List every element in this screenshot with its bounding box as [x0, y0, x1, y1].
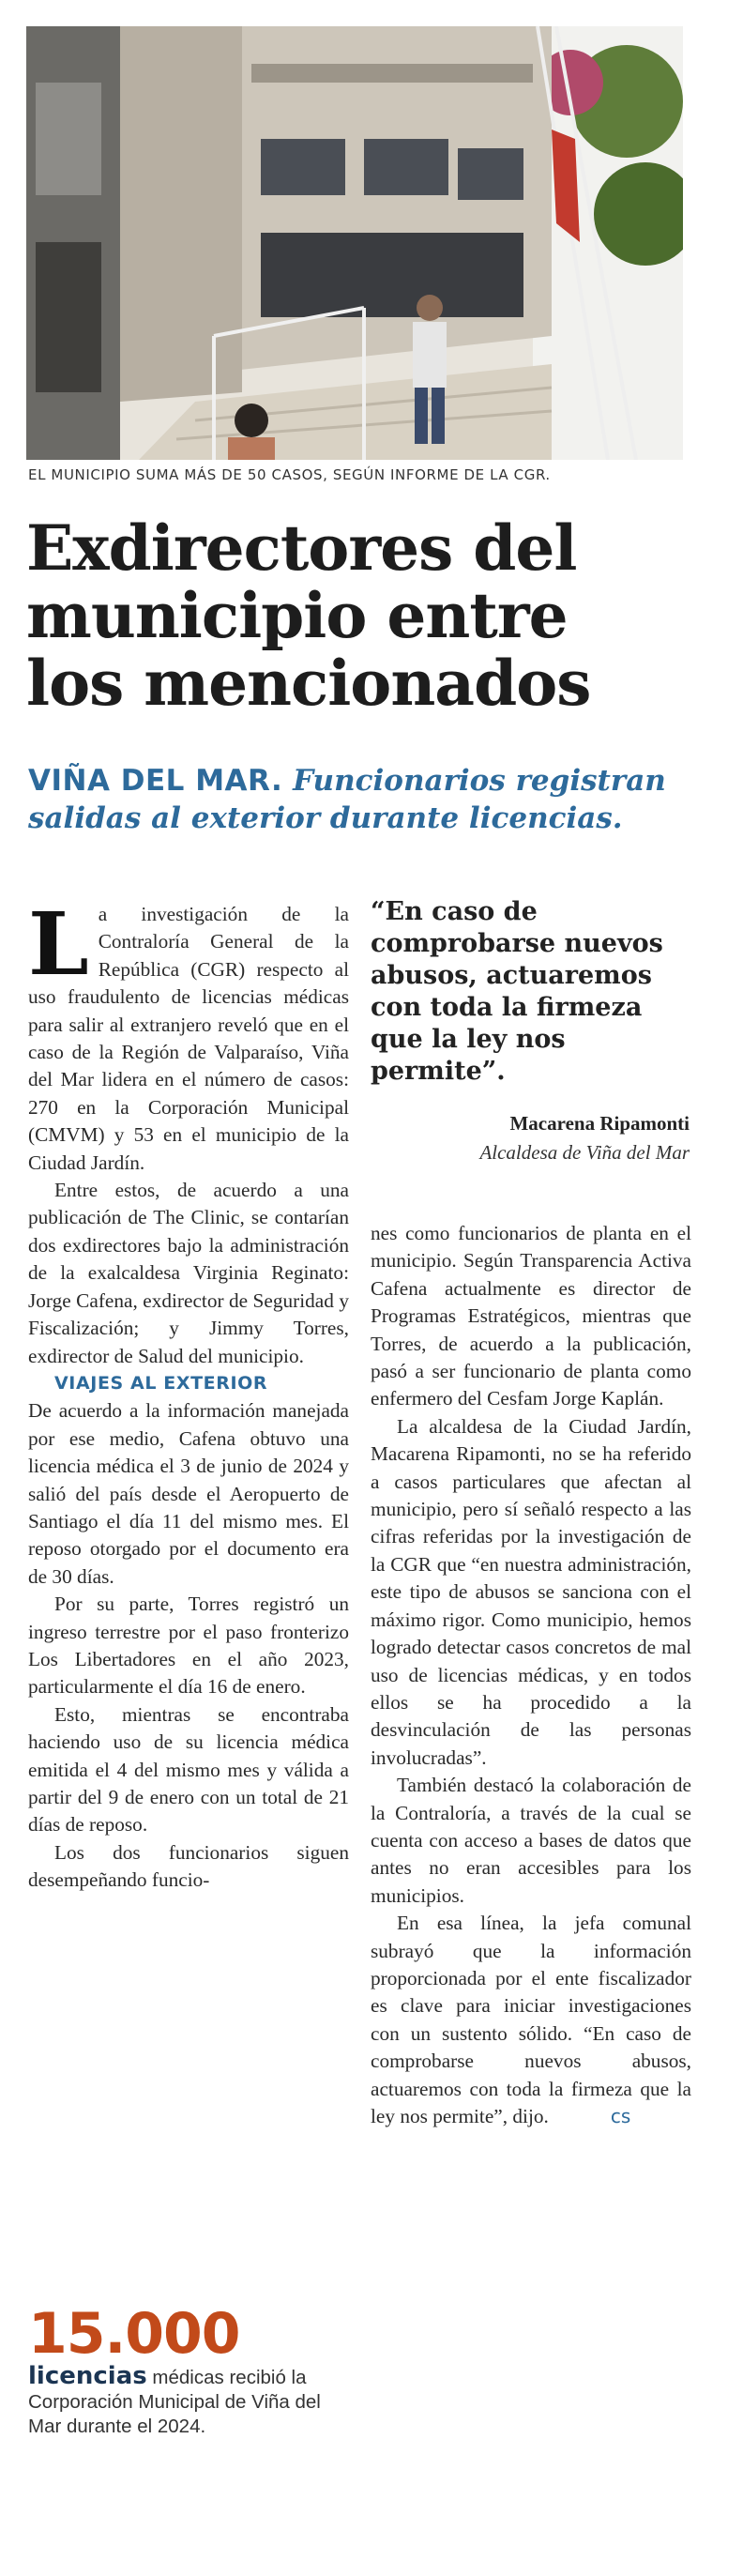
- article-column-2: [371, 1220, 691, 2130]
- article-headline: [26, 511, 702, 720]
- paragraph-5: Esto, mientras se encontraba haciendo uso de su licencia médica emitida el 4 del mismo mes y válida a partir del 9 de enero con un total de 21 días de reposo.: [28, 1702, 349, 1837]
- paragraph-1: [28, 893, 349, 1177]
- paragraph-9: También destacó la colaboración de la Contraloría, a través de la cual se cuenta con acceso a bases de datos que antes no eran accesibles para los municipios.: [371, 1774, 691, 1907]
- stat-description: [28, 2364, 349, 2439]
- pull-quote: [371, 896, 690, 1165]
- paragraph-3: De acuerdo a la información manejada por ese medio, Cafena obtuvo una licencia médica el 3 de junio de 2024 y salió del país desde el Aeropuerto de Santiago el día 11 del mismo mes. El reposo otorgado por el documento era de 30 días.: [28, 1399, 349, 1588]
- drop-cap: L: [28, 893, 89, 995]
- pull-quote-role: Alcaldesa de Viña del Mar: [479, 1141, 690, 1164]
- end-mark-icon: cs: [610, 2105, 631, 2127]
- headline-line-1: Exdirectores del: [26, 511, 577, 585]
- paragraph-1-text: a investigación de la Contraloría General de la República (CGR) respecto al uso fraudulento de licencias médicas para salir al extranjero reveló que en el caso de la Región de Valparaíso, Viña del Mar lidera en el número de casos: 270 en la Corporación Municipal (CMVM) y 53 en el municipio de la Ciudad Jardín.: [28, 903, 349, 1174]
- paragraph-6: Los dos funcionarios siguen desempeñando funcio-: [28, 1840, 349, 1892]
- stat-text: médicas recibió la Corporación Municipal de Viña del Mar durante el 2024.: [28, 2367, 321, 2437]
- article-column-1: [28, 893, 349, 1895]
- pull-quote-author: Macarena Ripamonti: [509, 1112, 690, 1135]
- stat-box: [28, 2301, 349, 2439]
- stat-label: licencias: [28, 2362, 147, 2390]
- paragraph-7: nes como funcionarios de planta en el municipio. Según Transparencia Activa Cafena actualmente es director de Programas Estratégicos, mientras que Torres, de acuerdo a la publicación, pasó a ser funcionario de planta como enfermero del Cesfam Jorge Kaplán.: [371, 1222, 691, 1410]
- paragraph-2: Entre estos, de acuerdo a una publicación de The Clinic, se contarían dos exdirectores bajo la administración de la exalcaldesa Virginia Reginato: Jorge Cafena, exdirector de Seguridad y Fiscalización; y Jimmy Torres, exdirector de Salud del municipio.: [28, 1179, 349, 1367]
- article-photo: [26, 26, 683, 460]
- subhead-text-1: Funcionarios registran: [282, 764, 666, 798]
- dateline: VIÑA DEL MAR.: [28, 764, 283, 798]
- paragraph-8: La alcaldesa de la Ciudad Jardín, Macarena Ripamonti, no se ha referido a casos particulares que afectan al municipio, pero sí señaló respecto a las cifras referidas por la investigación de la CGR que “en nuestra administración, este tipo de abusos se sanciona con el máximo rigor. Como municipio, hemos logrado detectar casos concretos de mal uso de licencias médicas, y en todos ellos se ha procedido a la desvinculación de las personas involucradas”.: [371, 1414, 691, 1769]
- paragraph-4: Por su parte, Torres registró un ingreso terrestre por el paso fronterizo Los Libertadores en el año 2023, particularmente el día 16 de enero.: [28, 1593, 349, 1699]
- headline-line-3: los mencionados: [26, 647, 591, 720]
- stat-number: 15.000: [28, 2301, 240, 2367]
- paragraph-10: [371, 1910, 691, 2130]
- headline-line-2: municipio entre: [26, 579, 568, 652]
- paragraph-10-text: En esa línea, la jefa comunal subrayó que la información proporcionada por el ente fiscalizador es clave para iniciar investigaciones con un sustento sólido. “En caso de comprobarse nuevos abusos, actuaremos con toda la firmeza que la ley nos permite”, dijo.: [371, 1912, 691, 2127]
- article-subhead: [28, 762, 685, 837]
- photo-caption: EL MUNICIPIO SUMA MÁS DE 50 CASOS, SEGÚN INFORME DE LA CGR.: [28, 466, 551, 483]
- section-heading: VIAJES AL EXTERIOR: [54, 1372, 268, 1394]
- subhead-text-2: salidas al exterior durante licencias.: [28, 801, 623, 835]
- municipal-building-image: [26, 26, 683, 460]
- pull-quote-text: “En caso de comprobarse nuevos abusos, actuaremos con toda la firmeza que la ley nos permite”.: [371, 897, 663, 1086]
